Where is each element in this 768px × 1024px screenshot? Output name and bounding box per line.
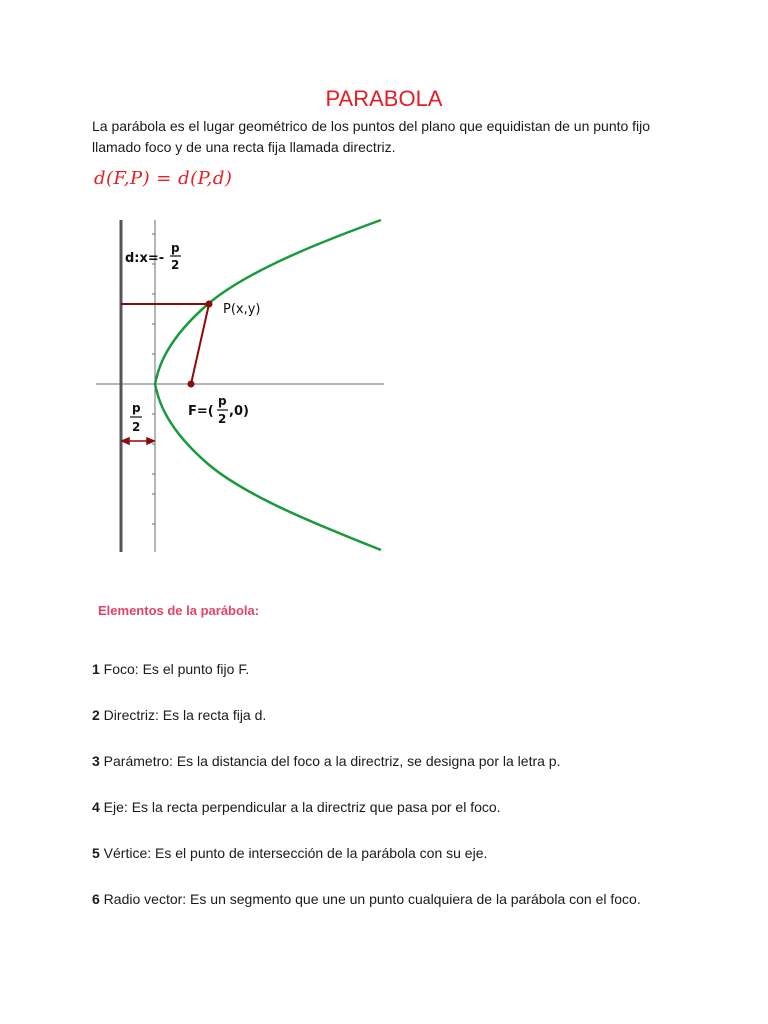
focus-point — [188, 381, 195, 388]
item-number: 4 — [92, 799, 100, 815]
list-item — [92, 661, 682, 678]
item-number: 5 — [92, 845, 100, 861]
page-title: PARABOLA — [325, 86, 443, 111]
list-item — [92, 845, 682, 862]
point-label: P(x,y) — [223, 302, 261, 317]
focus-p: p — [218, 394, 227, 408]
list-item — [92, 707, 682, 724]
directrix-label: d:x=- — [125, 251, 165, 266]
focus-label-suffix: ,0) — [229, 404, 249, 419]
focus-denominator: 2 — [218, 412, 227, 426]
item-number: 1 — [92, 661, 100, 677]
item-number: 2 — [92, 707, 100, 723]
list-item — [92, 799, 682, 816]
item-text: Vértice: Es el punto de intersección de la parábola con su eje. — [99, 845, 488, 861]
half-parameter-p: p — [132, 401, 141, 415]
parabola-diagram — [88, 212, 388, 557]
item-text: Foco: Es el punto fijo F. — [99, 661, 250, 677]
item-number: 3 — [92, 753, 100, 769]
item-text: Parámetro: Es la distancia del foco a la directriz, se designa por la letra p. — [99, 753, 561, 769]
directrix-denominator: 2 — [171, 258, 180, 272]
half-parameter-denominator: 2 — [132, 420, 141, 434]
focus-label-prefix: F=( — [188, 404, 214, 419]
half-parameter-arrow — [122, 438, 154, 444]
elements-heading: Elementos de la parábola: — [98, 603, 260, 618]
item-number: 6 — [92, 891, 100, 907]
item-text: Eje: Es la recta perpendicular a la directriz que pasa por el foco. — [99, 799, 501, 815]
point-p — [206, 301, 213, 308]
intro-paragraph: La parábola es el lugar geométrico de los puntos del plano que equidistan de un punto fijo llamado foco y de una recta fija llamada directriz. — [92, 118, 651, 155]
directrix-p: p — [171, 241, 180, 255]
item-text: Radio vector: Es un segmento que une un punto cualquiera de la parábola con el foco. — [99, 891, 641, 907]
list-item — [92, 753, 682, 770]
list-item — [92, 891, 682, 908]
item-text: Directriz: Es la recta fija d. — [99, 707, 267, 723]
definition-formula: d(F,P) = d(P,d) — [94, 168, 233, 189]
